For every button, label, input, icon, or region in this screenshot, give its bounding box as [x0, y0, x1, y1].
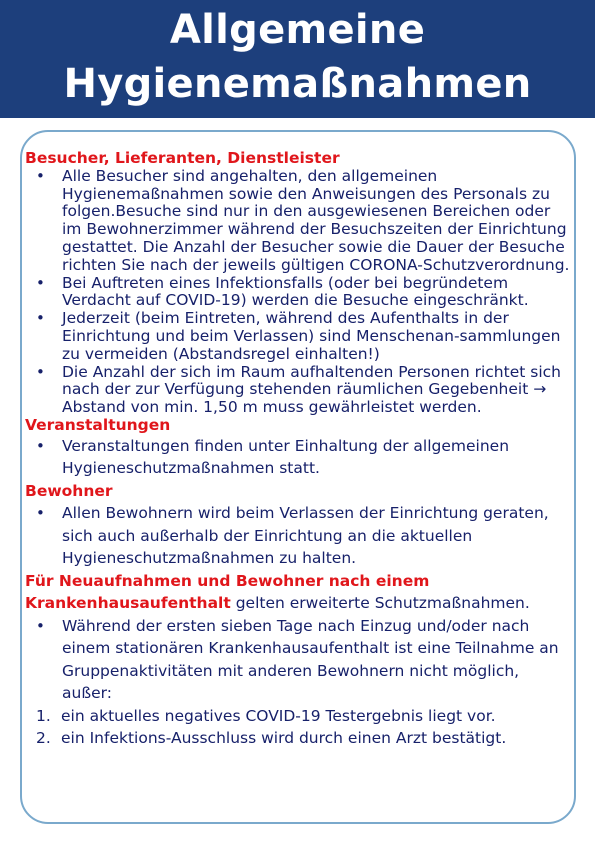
visitors-list [25, 168, 573, 417]
title-line-2: Hygienemaßnahmen [63, 61, 532, 107]
title-line-1: Allgemeine [169, 7, 426, 53]
list-item: • Die Anzahl der sich im Raum aufhaltenden Personen richtet sich nach der zur Verfügung stehenden räumlichen Gegebenheit → Abstand von min. 1,50 m muss gewährleistet werden. [36, 362, 561, 417]
numbered-item: 2. ein Infektions-Ausschluss wird durch einen Arzt bestätigt. [36, 729, 507, 748]
list-item: • Alle Besucher sind angehalten, den allgemeinen Hygienemaßnahmen sowie den Anweisungen des Personals zu folgen.Besuche sind nur in den ausgewiesenen Bereichen oder im Bewohnerzimmer während der Besuchszeiten der Einrichtung gestattet. Die Anzahl der Besucher sowie die Dauer der Besuche richten Sie nach der jeweils gültigen CORONA-Schutzverordnung. [36, 166, 570, 274]
bullet-icon: • [36, 616, 45, 635]
list-item: • Während der ersten sieben Tage nach Einzug und/oder nach einem stationären Krankenhausaufenthalt ist eine Teilnahme an Gruppenaktivitäten mit anderen Bewohnern nicht möglich, außer: [36, 616, 559, 703]
section-heading-events: Veranstaltungen [25, 415, 171, 434]
bullet-icon: • [36, 504, 45, 523]
bullet-icon: • [36, 362, 45, 381]
list-item: • Veranstaltungen finden unter Einhaltung der allgemeinen Hygieneschutzmaßnahmen statt. [36, 436, 510, 478]
content-body [25, 150, 573, 750]
section-heading-visitors: Besucher, Lieferanten, Dienstleister [25, 149, 340, 167]
exceptions-list [25, 705, 573, 750]
section-heading-residents: Bewohner [25, 481, 113, 500]
residents-list [25, 502, 573, 570]
bullet-icon: • [36, 166, 45, 185]
page-title [0, 0, 595, 111]
section-heading-new-admissions: Für Neuaufnahmen und Bewohner nach einem Krankenhausaufenthalt gelten erweiterte Schutzmaßnahmen. [25, 571, 530, 613]
new-admissions-list [25, 615, 573, 705]
bullet-icon: • [36, 436, 45, 455]
bullet-icon: • [36, 273, 45, 292]
list-item: • Jederzeit (beim Eintreten, während des Aufenthalts in der Einrichtung und beim Verlassen) sind Menschenan-sammlungen zu vermeiden (Abstandsregel einhalten!) [36, 309, 561, 363]
list-item: • Bei Auftreten eines Infektionsfalls (oder bei begründetem Verdacht auf COVID-19) werden die Besuche eingeschränkt. [36, 273, 529, 310]
numbered-item: 1. ein aktuelles negatives COVID-19 Testergebnis liegt vor. [36, 706, 496, 725]
list-item: • Allen Bewohnern wird beim Verlassen der Einrichtung geraten, sich auch außerhalb der Einrichtung an die aktuellen Hygieneschutzmaßnahmen zu halten. [36, 504, 549, 568]
title-banner [0, 0, 595, 118]
events-list [25, 435, 573, 480]
bullet-icon: • [36, 309, 45, 328]
